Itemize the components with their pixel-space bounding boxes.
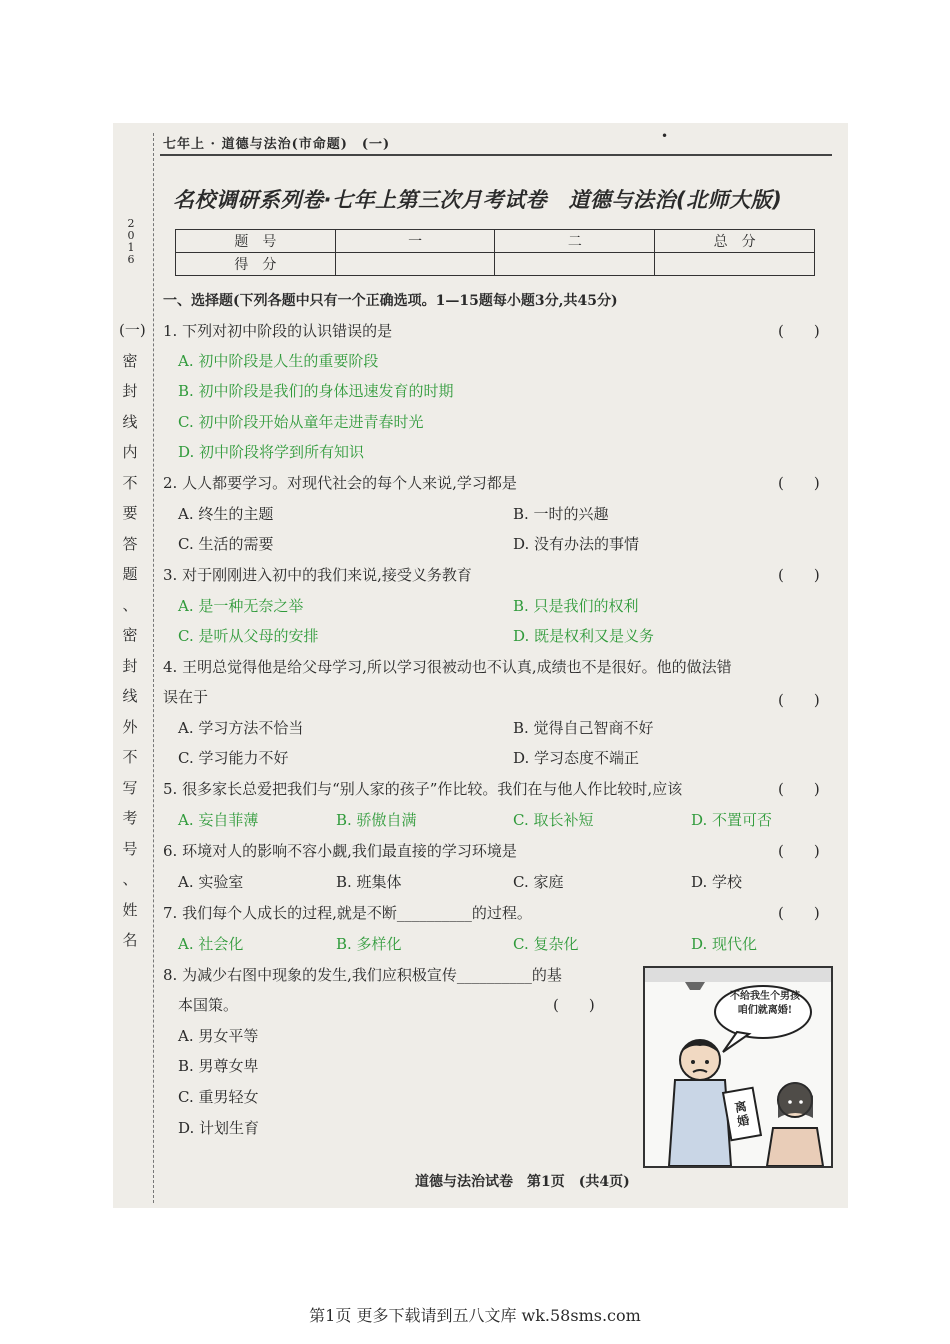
score-cell: 二	[495, 230, 655, 253]
dot-mark: •	[661, 129, 669, 143]
option-d[interactable]: D. 学习态度不端正	[513, 749, 640, 767]
year-digit: 1	[127, 241, 135, 254]
seal-char: 要	[122, 504, 138, 522]
seal-char: (一)	[119, 321, 146, 339]
option-c[interactable]: C. 生活的需要	[178, 535, 274, 553]
option-d[interactable]: D. 学校	[691, 873, 743, 891]
option-a[interactable]: A. 男女平等	[178, 1027, 259, 1045]
header-rule	[160, 154, 832, 156]
seal-char: 写	[122, 778, 138, 797]
year-digit: 0	[127, 229, 135, 242]
option-b[interactable]: B. 男尊女卑	[178, 1057, 259, 1075]
seal-char: 线	[122, 687, 138, 705]
seal-char: 、	[122, 595, 138, 614]
running-head: 七年上 · 道德与法治(市命题) (一)	[163, 137, 391, 152]
option-a[interactable]: A. 学习方法不恰当	[178, 719, 304, 737]
seal-char: 内	[122, 443, 138, 461]
seal-char: 不	[122, 473, 138, 492]
option-b[interactable]: B. 骄傲自满	[336, 811, 417, 829]
speech-bubble-text: 不给我生个男孩咱们就离婚!	[730, 991, 800, 1016]
score-cell: 总 分	[655, 230, 815, 253]
question-stem: 3. 对于刚刚进入初中的我们来说,接受义务教育	[163, 566, 472, 584]
seal-char: 考	[122, 809, 138, 827]
option-a[interactable]: A. 社会化	[178, 935, 244, 953]
score-cell: 一	[335, 230, 495, 253]
option-d[interactable]: D. 既是权利又是义务	[513, 627, 655, 645]
question-stem: 5. 很多家长总爱把我们与“别人家的孩子”作比较。我们在与他人作比较时,应该	[163, 780, 683, 798]
section-heading: 一、选择题(下列各题中只有一个正确选项。1—15题每小题3分,共45分)	[163, 293, 618, 309]
download-note: 第1页 更多下载请到五八文库 wk.58sms.com	[309, 1306, 641, 1325]
page-footer: 道德与法治试卷 第1页 (共4页)	[415, 1174, 630, 1190]
option-c[interactable]: C. 重男轻女	[178, 1088, 259, 1106]
seal-char: 密	[122, 351, 138, 370]
seal-char: 名	[122, 931, 138, 949]
answer-blank[interactable]: ( )	[778, 842, 820, 860]
option-c[interactable]: C. 是听从父母的安排	[178, 627, 319, 645]
seal-char: 封	[122, 382, 138, 400]
option-c[interactable]: C. 初中阶段开始从童年走进青春时光	[178, 413, 424, 431]
question-stem: 4. 王明总觉得他是给父母学习,所以学习很被动也不认真,成绩也不是很好。他的做法错	[163, 658, 732, 676]
seal-line-note	[119, 315, 146, 956]
side-year	[123, 218, 139, 266]
option-c[interactable]: C. 学习能力不好	[178, 749, 289, 767]
score-input-cell[interactable]	[495, 253, 655, 276]
option-a[interactable]: A. 实验室	[178, 873, 244, 891]
option-d[interactable]: D. 没有办法的事情	[513, 535, 640, 553]
answer-blank[interactable]: ( )	[778, 566, 820, 584]
option-b[interactable]: B. 只是我们的权利	[513, 597, 639, 615]
exam-sheet	[113, 123, 848, 1208]
question-stem: 1. 下列对初中阶段的认识错误的是	[163, 322, 393, 340]
option-d[interactable]: D. 现代化	[691, 935, 758, 953]
seal-char: 密	[122, 626, 138, 644]
option-a[interactable]: A. 是一种无奈之举	[178, 597, 304, 615]
option-c[interactable]: C. 取长补短	[513, 811, 594, 829]
answer-blank[interactable]: ( )	[778, 780, 820, 798]
question-stem-cont: 本国策。	[178, 996, 239, 1014]
seal-char: 号	[122, 839, 138, 858]
answer-blank[interactable]: ( )	[553, 996, 595, 1014]
seal-char: 封	[122, 656, 138, 675]
exam-title: 名校调研系列卷·七年上第三次月考试卷 道德与法治(北师大版)	[173, 188, 783, 212]
option-d[interactable]: D. 初中阶段将学到所有知识	[178, 443, 365, 461]
score-cell: 得 分	[176, 253, 336, 276]
year-digit: 2	[127, 217, 135, 230]
answer-blank[interactable]: ( )	[778, 904, 820, 922]
answer-blank[interactable]: ( )	[778, 474, 820, 492]
option-b[interactable]: B. 班集体	[336, 873, 402, 891]
option-a[interactable]: A. 初中阶段是人生的重要阶段	[178, 352, 379, 370]
option-a[interactable]: A. 妄自菲薄	[178, 811, 259, 829]
option-c[interactable]: C. 复杂化	[513, 935, 579, 953]
option-d[interactable]: D. 不置可否	[691, 811, 773, 829]
divorce-sign-text: 离婚	[733, 1099, 751, 1129]
seal-char: 姓	[122, 900, 138, 919]
seal-char: 外	[122, 717, 138, 736]
question-stem: 6. 环境对人的影响不容小觑,我们最直接的学习环境是	[163, 842, 517, 860]
question-stem: 2. 人人都要学习。对现代社会的每个人来说,学习都是	[163, 474, 517, 492]
answer-blank[interactable]: ( )	[778, 691, 820, 709]
question-stem-cont: 误在于	[163, 688, 209, 706]
question-stem: 7. 我们每个人成长的过程,就是不断__________的过程。	[163, 904, 532, 922]
score-input-cell[interactable]	[655, 253, 815, 276]
seal-char: 题	[122, 565, 138, 583]
score-table	[175, 229, 815, 276]
seal-char: 不	[122, 748, 138, 766]
option-b[interactable]: B. 一时的兴趣	[513, 505, 609, 523]
answer-blank[interactable]: ( )	[778, 322, 820, 340]
option-a[interactable]: A. 终生的主题	[178, 505, 274, 523]
seal-line	[153, 133, 155, 1203]
year-digit: 6	[127, 253, 135, 266]
option-c[interactable]: C. 家庭	[513, 873, 564, 891]
seal-char: 答	[122, 534, 138, 553]
score-input-cell[interactable]	[335, 253, 495, 276]
option-b[interactable]: B. 多样化	[336, 935, 402, 953]
question-stem: 8. 为减少右图中现象的发生,我们应积极宣传__________的基	[163, 966, 562, 984]
option-d[interactable]: D. 计划生育	[178, 1119, 260, 1137]
seal-char: 、	[122, 870, 138, 888]
option-b[interactable]: B. 初中阶段是我们的身体迅速发育的时期	[178, 382, 454, 400]
divorce-cartoon	[643, 966, 833, 1168]
score-cell: 题 号	[176, 230, 336, 253]
option-b[interactable]: B. 觉得自己智商不好	[513, 719, 654, 737]
seal-char: 线	[122, 412, 138, 431]
